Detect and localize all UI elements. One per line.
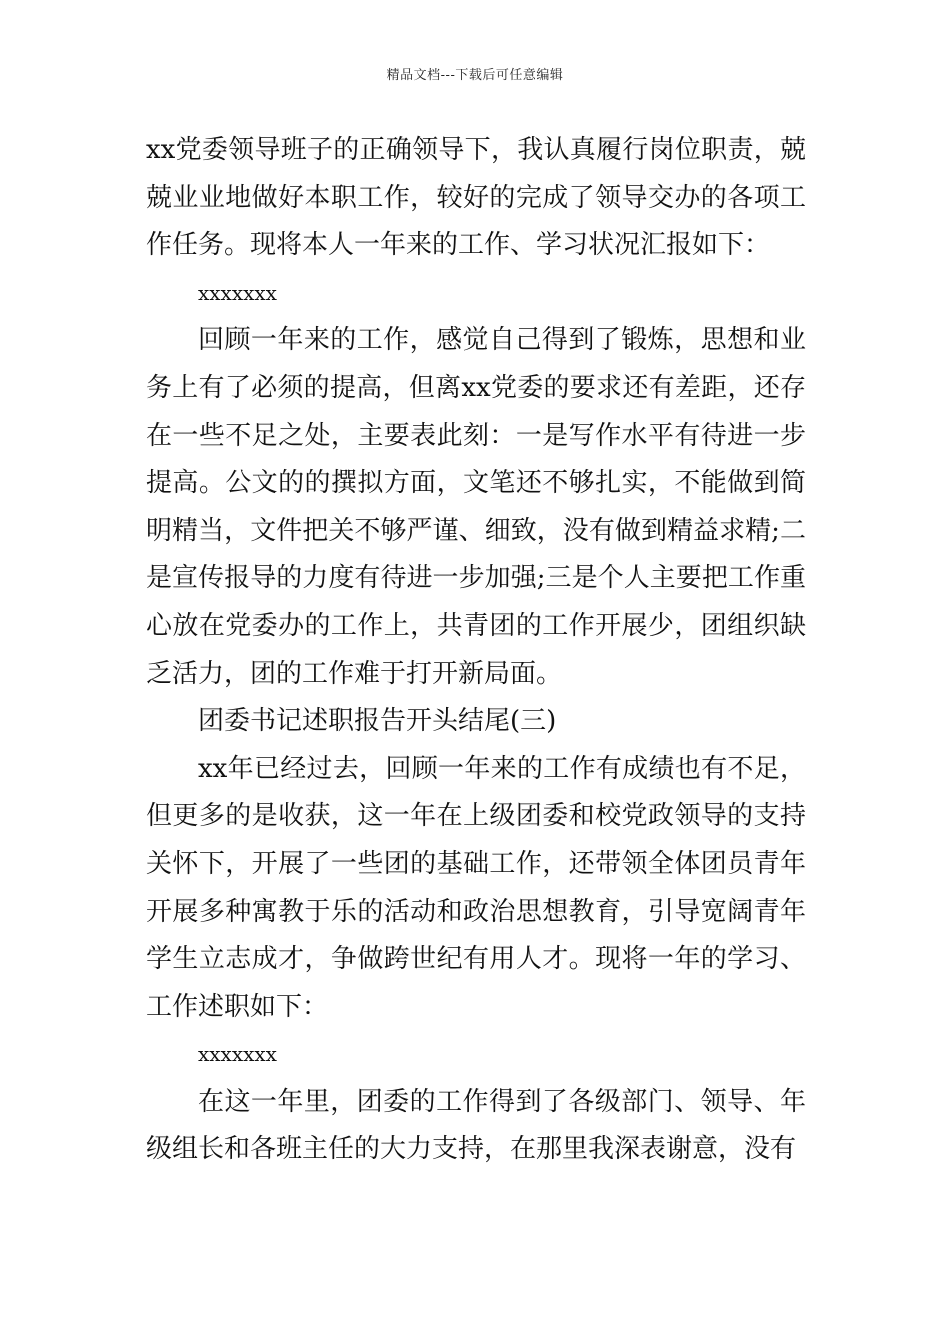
placeholder-heading-2: xxxxxxx: [198, 1042, 277, 1067]
section-title: 团委书记述职报告开头结尾(三): [198, 706, 557, 737]
paragraph-3: xx年已经过去，回顾一年来的工作有成绩也有不足，但更多的是收获，这一年在上级团委和校党政领导的支持关怀下，开展了一些团的基础工作，还带领全体团员青年开展多种寓教于乐的活动和政治思想教育，引导宽阔青年学生立志成才，争做跨世纪有用人才。现将一年的学习、工作述职如下：: [146, 753, 806, 1022]
paragraph-4: 在这一年里，团委的工作得到了各级部门、领导、年级组长和各班主任的大力支持，在那里我深表谢意，没有: [146, 1086, 806, 1165]
placeholder-heading-1: xxxxxxx: [198, 280, 277, 305]
page-header: 精品文档---下载后可任意编辑: [386, 68, 564, 83]
paragraph-2: 回顾一年来的工作，感觉自己得到了锻炼，思想和业务上有了必须的提高，但离xx党委的要求还有差距，还存在一些不足之处，主要表此刻：一是写作水平有待进一步提高。公文的的撰拟方面，文笔还不够扎实，不能做到简明精当，文件把关不够严谨、细致，没有做到精益求精;二是宣传报导的力度有待进一步加强;三是个人主要把工作重心放在党委办的工作上，共青团的工作开展少，团组织缺乏活力，团的工作难于打开新局面。: [146, 325, 806, 689]
document-body: [146, 127, 806, 1174]
paragraph-1: xx党委领导班子的正确领导下，我认真履行岗位职责，兢兢业业地做好本职工作，较好的完成了领导交办的各项工作任务。现将本人一年来的工作、学习状况汇报如下：: [146, 135, 806, 261]
